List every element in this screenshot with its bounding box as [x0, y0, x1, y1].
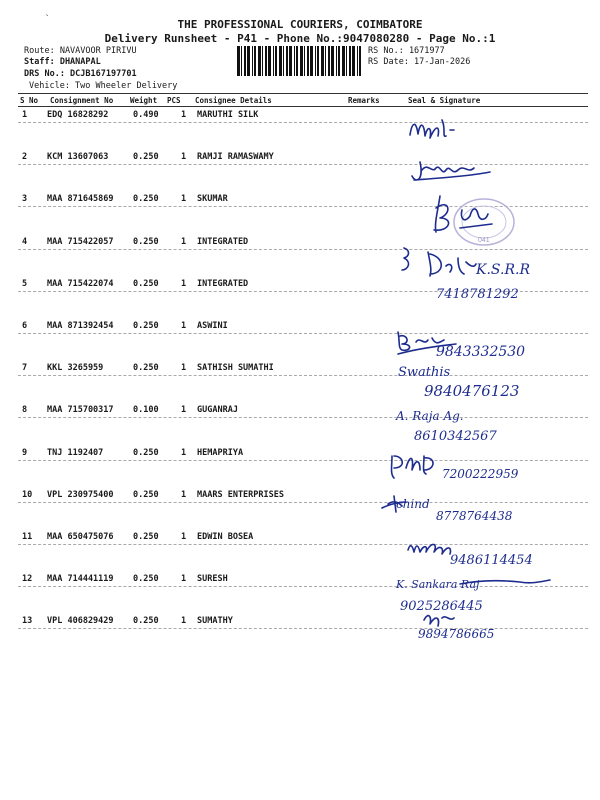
- row-pcs: 1: [181, 110, 187, 120]
- row-pcs: 1: [181, 405, 187, 416]
- row-weight: 0.250: [133, 489, 159, 500]
- row-consignee: MARUTHI SILK: [197, 110, 259, 120]
- row-sno: 13: [22, 616, 33, 627]
- row-pcs: 1: [181, 236, 187, 247]
- barcode-bar: [286, 46, 288, 76]
- row-consignment: MAA 715422057: [47, 236, 114, 247]
- row-sno: 10: [22, 489, 33, 500]
- row-sno: 12: [22, 574, 33, 585]
- row-consignment: VPL 230975400: [47, 489, 114, 500]
- sig6-phone: 9840476123: [424, 382, 520, 400]
- row-consignment: MAA 871645869: [47, 194, 114, 205]
- signature-11: [380, 572, 595, 642]
- barcode-bar: [325, 46, 326, 76]
- barcode-bar: [247, 46, 250, 76]
- signature-7: [380, 404, 595, 446]
- barcode-bar: [254, 46, 256, 76]
- sig11-name: K. Sankara Raj: [396, 578, 480, 591]
- row-pcs: 1: [181, 363, 187, 374]
- barcode-bar: [279, 46, 282, 76]
- signature-4: [380, 240, 595, 302]
- barcode-bar: [258, 46, 261, 76]
- row-weight: 0.250: [133, 447, 159, 458]
- barcode-bar: [273, 46, 274, 76]
- row-pcs: 1: [181, 278, 187, 289]
- signature-10: [380, 530, 595, 572]
- barcode-bar: [331, 46, 334, 76]
- signature-1: [380, 110, 595, 150]
- row-consignment: MAA 715700317: [47, 405, 114, 416]
- vehicle-label: Vehicle: Two Wheeler Delivery: [29, 81, 178, 91]
- col-sno: S No: [20, 96, 39, 105]
- row-consignee: SUMATHY: [197, 616, 233, 627]
- barcode-bar: [328, 46, 330, 76]
- barcode-bar: [296, 46, 298, 76]
- col-weight: Weight: [130, 96, 158, 105]
- row-consignment: MAA 714441119: [47, 574, 114, 585]
- row-pcs: 1: [181, 574, 187, 585]
- col-consignment: Consignment No: [50, 96, 114, 105]
- row-consignee: MAARS ENTERPRISES: [197, 489, 284, 500]
- sig9-name: chind: [396, 497, 430, 511]
- barcode-bar: [289, 46, 292, 76]
- barcode-bar: [317, 46, 319, 76]
- row-consignee: RAMJI RAMASWAMY: [197, 152, 274, 163]
- row-weight: 0.250: [133, 236, 159, 247]
- sig10-phone: 9486114454: [450, 553, 533, 568]
- row-weight: 0.250: [133, 194, 159, 205]
- barcode-bar: [310, 46, 313, 76]
- barcode-bar: [252, 46, 253, 76]
- row-consignee: INTEGRATED: [197, 236, 249, 247]
- runsheet-subtitle: Delivery Runsheet - P41 - Phone No.:9047080280 - Page No.:1: [104, 32, 496, 45]
- barcode-bar: [268, 46, 271, 76]
- barcode-bar: [315, 46, 316, 76]
- barcode-bar: [352, 46, 355, 76]
- row-consignment: VPL 406829429: [47, 616, 114, 627]
- row-weight: 0.250: [133, 278, 159, 289]
- scan-mark: `: [45, 14, 50, 23]
- row-weight: 0.250: [133, 321, 159, 331]
- row-pcs: 1: [181, 489, 187, 500]
- row-weight: 0.250: [133, 152, 159, 163]
- table-top-rule: [18, 93, 588, 94]
- signature-9: [380, 484, 595, 526]
- col-remarks: Remarks: [348, 96, 380, 105]
- row-weight: 0.250: [133, 532, 159, 542]
- row-sno: 8: [22, 405, 28, 416]
- signature-2: [380, 150, 595, 190]
- barcode-bar: [321, 46, 324, 76]
- barcode-bar: [336, 46, 337, 76]
- barcode-bar: [275, 46, 277, 76]
- row-sno: 6: [22, 321, 28, 331]
- rs-date: RS Date: 17-Jan-2026: [368, 57, 471, 67]
- row-pcs: 1: [181, 532, 187, 542]
- sig5-phone: 9843332530: [436, 344, 526, 360]
- row-sno: 11: [22, 532, 33, 542]
- row-weight: 0.100: [133, 405, 159, 416]
- barcode-bar: [262, 46, 263, 76]
- row-sno: 5: [22, 278, 28, 289]
- row-sno: 4: [22, 236, 28, 247]
- barcode-bar: [338, 46, 340, 76]
- barcode-bar: [244, 46, 246, 76]
- row-pcs: 1: [181, 194, 187, 205]
- row-pcs: 1: [181, 152, 187, 163]
- table-header-rule: [18, 106, 588, 107]
- barcode-bar: [359, 46, 361, 76]
- sig6-name: Swathis: [398, 365, 451, 380]
- barcode-bar: [283, 46, 284, 76]
- barcode-bar: [265, 46, 267, 76]
- row-consignee: INTEGRATED: [197, 278, 249, 289]
- col-consignee: Consignee Details: [195, 96, 272, 105]
- row-consignment: MAA 871392454: [47, 321, 114, 331]
- sig11-phone2: 9894786665: [418, 627, 495, 641]
- row-pcs: 1: [181, 616, 187, 627]
- row-weight: 0.490: [133, 110, 159, 120]
- signature-8: [380, 444, 595, 486]
- sig11-phone: 9025286445: [400, 599, 483, 614]
- sig4-text: K.S.R.R: [476, 262, 530, 278]
- row-consignee: HEMAPRIYA: [197, 447, 244, 458]
- row-consignment: EDQ 16828292: [47, 110, 109, 120]
- col-seal-signature: Seal & Signature: [408, 96, 481, 105]
- row-consignment: KCM 13607063: [47, 152, 109, 163]
- signature-5: [380, 322, 595, 364]
- row-weight: 0.250: [133, 574, 159, 585]
- row-consignee: GUGANRAJ: [197, 405, 238, 416]
- company-title: THE PROFESSIONAL COURIERS, COIMBATORE: [177, 18, 423, 31]
- row-pcs: 1: [181, 447, 187, 458]
- signature-3: [380, 188, 595, 238]
- drs-number: DRS No.: DCJB167197701: [24, 69, 137, 79]
- sig7-name: A. Raja Ag.: [396, 409, 464, 423]
- row-consignee: ASWINI: [197, 321, 228, 331]
- barcode-bar: [357, 46, 358, 76]
- barcode: [237, 46, 365, 76]
- row-consignment: TNJ 1192407: [47, 447, 104, 458]
- row-weight: 0.250: [133, 616, 159, 627]
- barcode-bar: [300, 46, 303, 76]
- barcode-bar: [237, 46, 240, 76]
- row-consignee: SURESH: [197, 574, 228, 585]
- barcode-bar: [349, 46, 351, 76]
- sig9-phone: 8778764438: [436, 509, 513, 523]
- row-consignee: EDWIN BOSEA: [197, 532, 254, 542]
- stamp-text: 041: [478, 237, 490, 244]
- barcode-bar: [346, 46, 347, 76]
- col-pcs: PCS: [167, 96, 181, 105]
- row-consignment: MAA 715422074: [47, 278, 114, 289]
- row-consignment: KKL 3265959: [47, 363, 104, 374]
- row-pcs: 1: [181, 321, 187, 331]
- barcode-bar: [241, 46, 242, 76]
- row-sno: 9: [22, 447, 28, 458]
- route-label: Route: NAVAVOOR PIRIVU: [24, 46, 137, 56]
- row-sno: 7: [22, 363, 28, 374]
- sig4-phone: 7418781292: [436, 287, 519, 302]
- row-weight: 0.250: [133, 363, 159, 374]
- barcode-bar: [294, 46, 295, 76]
- sig7-phone: 8610342567: [414, 429, 497, 444]
- row-consignment: MAA 650475076: [47, 532, 114, 542]
- barcode-bar: [304, 46, 305, 76]
- row-sno: 1: [22, 110, 28, 120]
- sig8-phone: 7200222959: [442, 467, 519, 481]
- row-consignee: SATHISH SUMATHI: [197, 363, 274, 374]
- row-sno: 3: [22, 194, 28, 205]
- staff-label: Staff: DHANAPAL: [24, 57, 101, 67]
- barcode-bar: [342, 46, 345, 76]
- barcode-bar: [307, 46, 309, 76]
- row-sno: 2: [22, 152, 28, 163]
- signature-6: [380, 362, 595, 404]
- row-consignee: SKUMAR: [197, 194, 228, 205]
- rs-number: RS No.: 1671977: [368, 46, 445, 56]
